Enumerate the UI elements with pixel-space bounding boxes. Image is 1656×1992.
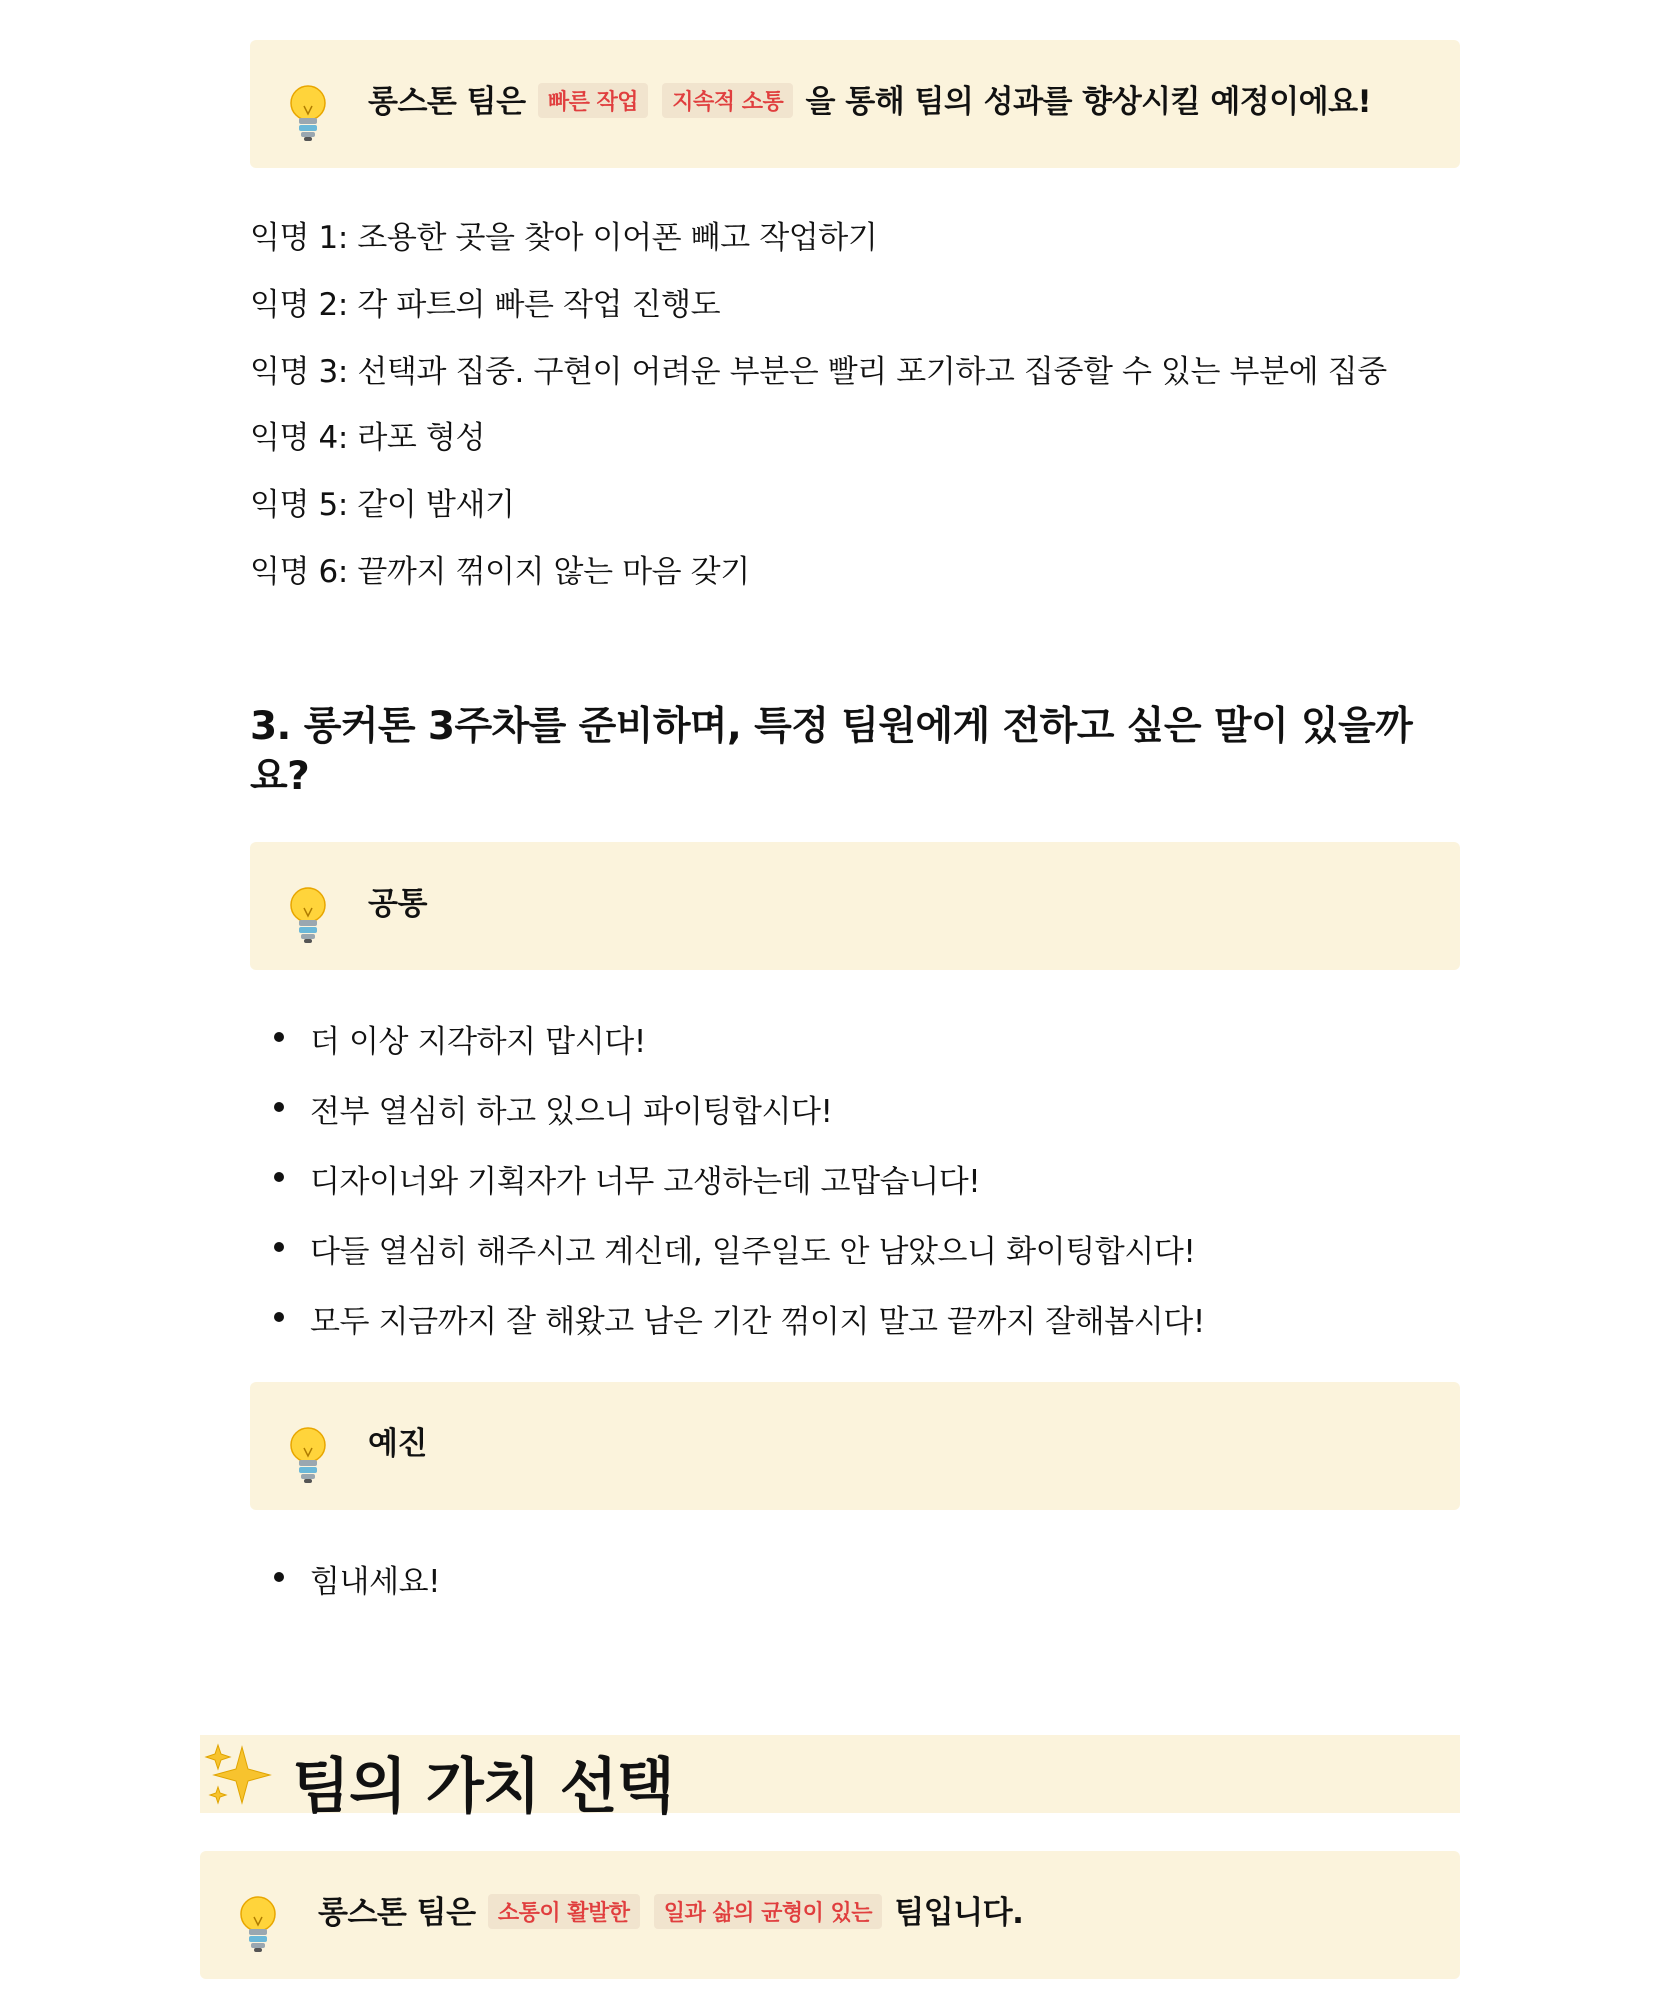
list-item-text: 힘내세요!	[310, 1564, 441, 1600]
lightbulb-icon	[288, 886, 328, 944]
callout-suffix: 을 통해 팀의 성과를 향상시킬 예정이에요!	[805, 84, 1372, 120]
lightbulb-icon	[288, 1426, 328, 1484]
callout-yejin	[250, 1382, 1460, 1510]
question-3-line-1: 3. 롱커톤 3주차를 준비하며, 특정 팀원에게 전하고 싶은 말이 있을까	[250, 704, 1413, 749]
sparkles-icon	[204, 1741, 274, 1811]
common-list-item-3	[310, 1156, 980, 1201]
callout-common	[250, 842, 1460, 970]
tag-fast-work: 빠른 작업	[538, 83, 648, 118]
anon-item-5: 익명 5: 같이 밤새기	[250, 487, 515, 523]
callout-text	[368, 76, 1371, 121]
tag-active-communication: 소통이 활발한	[488, 1894, 640, 1929]
tag-continuous-communication: 지속적 소통	[662, 83, 793, 118]
tag-work-life-balance: 일과 삶의 균형이 있는	[654, 1894, 882, 1929]
question-3-line-2: 요?	[250, 754, 310, 799]
callout-prefix: 롱스톤 팀은	[368, 84, 526, 120]
list-item-text: 디자이너와 기획자가 너무 고생하는데 고맙습니다!	[310, 1164, 981, 1200]
common-list-item-5	[310, 1296, 1205, 1341]
common-list-item-1	[310, 1016, 646, 1061]
anon-item-6: 익명 6: 끝까지 꺾이지 않는 마음 갖기	[250, 554, 750, 590]
lightbulb-icon	[288, 84, 328, 142]
callout-team-performance	[250, 40, 1460, 168]
callout-team-values	[200, 1851, 1460, 1979]
bullet-icon	[274, 1312, 284, 1322]
callout-text: 예진	[368, 1426, 427, 1462]
list-item-text: 모두 지금까지 잘 해왔고 남은 기간 꺾이지 말고 끝까지 잘해봅시다!	[310, 1304, 1205, 1340]
yejin-list-item-1	[310, 1556, 440, 1601]
list-item-text: 더 이상 지각하지 맙시다!	[310, 1024, 646, 1060]
callout-text	[318, 1887, 1023, 1932]
common-list-item-4	[310, 1226, 1195, 1271]
common-list-item-2	[310, 1086, 833, 1131]
list-item-text: 전부 열심히 하고 있으니 파이팅합시다!	[310, 1094, 833, 1130]
anon-item-3: 익명 3: 선택과 집중. 구현이 어려운 부분은 빨리 포기하고 집중할 수 있는 부분에 집중	[250, 354, 1387, 390]
callout-text: 공통	[368, 886, 427, 922]
list-item-text: 다들 열심히 해주시고 계신데, 일주일도 안 남았으니 화이팅합시다!	[310, 1234, 1196, 1270]
lightbulb-icon	[238, 1895, 278, 1953]
question-3-heading	[250, 702, 1460, 802]
callout-suffix: 팀입니다.	[894, 1895, 1024, 1931]
bullet-icon	[274, 1032, 284, 1042]
bullet-icon	[274, 1572, 284, 1582]
anon-item-4: 익명 4: 라포 형성	[250, 420, 486, 456]
section-heading-team-values	[200, 1735, 1460, 1822]
bullet-icon	[274, 1242, 284, 1252]
anon-item-2: 익명 2: 각 파트의 빠른 작업 진행도	[250, 287, 721, 323]
bullet-icon	[274, 1102, 284, 1112]
callout-prefix: 롱스톤 팀은	[318, 1895, 476, 1931]
section-title: 팀의 가치 선택	[292, 1752, 674, 1822]
bullet-icon	[274, 1172, 284, 1182]
anon-item-1: 익명 1: 조용한 곳을 찾아 이어폰 빼고 작업하기	[250, 220, 878, 256]
